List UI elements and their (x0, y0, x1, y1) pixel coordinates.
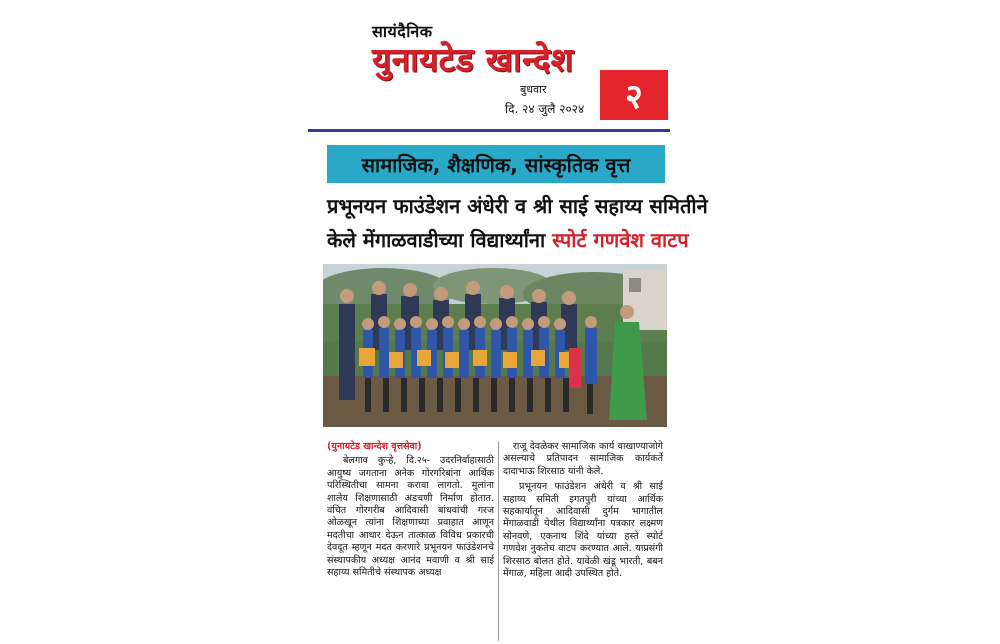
article-paragraph: प्रभूनयन फाउंडेशन अंधेरी व श्री साई सहाय्य समिती इगतपुरी यांच्या आर्थिक सहकार्यातून आदिवासी दुर्गम भागातील मेंगाळवाडी येथील विद्यार्थ्यांना पत्रकार लक्ष्मण सोनवणे, एकनाथ शिंदे यांच्या हस्ते स्पोर्ट गणवेश नुकतेच वाटप करण्यात आले. याप्रसंगी शिरसाठ बोलत होते. यावेळी खंडू भारती, बबन मेंगाळ, महिला आदी उपस्थित होते. (503, 481, 663, 580)
section-label: सामाजिक, शैक्षणिक, सांस्कृतिक वृत्त (327, 145, 665, 183)
headline-highlight: स्पोर्ट गणवेश वाटप (552, 228, 689, 252)
headline-line-2 (327, 226, 689, 253)
newspaper-tagline: सायंदैनिक (372, 22, 433, 41)
issue-day: बुधवार (520, 83, 547, 96)
column-divider (498, 441, 499, 641)
group-photo (323, 264, 667, 427)
page-number-badge: २ (600, 70, 668, 120)
article-paragraph: बेलगाव कुऱ्हे, दि.२५- उदरनिर्वाहासाठी आयुष्य जगताना अनेक गोरगरिबांना आर्थिक परिस्थितीचा सामना करावा लागतो. मुलांना शालेय शिक्षणासाठी अडचणी निर्माण होतात. वंचित गोरगरीब आदिवासी बांधवांची गरज ओळखून त्यांना शिक्षणाच्या प्रवाहात आणून मदतीचा आधार देऊन तात्काळ विविध प्रकारची देवदूत म्हणून मदत करणारे प्रभूनयन फाउंडेशनचे संस्थापकीय अध्यक्ष आनंद मवाणी व श्री साई सहाय्य समितीचे संस्थापक अध्यक्ष (327, 455, 494, 579)
issue-date: दि. २४ जुलै २०२४ (505, 102, 585, 116)
article-column-2 (503, 441, 663, 583)
masthead-divider (308, 129, 670, 132)
headline-line-2-text: केले मेंगाळवाडीच्या विद्यार्थ्यांना (327, 228, 553, 252)
article-column-1 (327, 441, 494, 582)
newspaper-masthead: युनायटेड खान्देश (372, 40, 574, 79)
news-service-credit: (युनायटेड खान्देश वृत्तसेवा) (327, 441, 422, 452)
article-paragraph: राजू देवळेकर सामाजिक कार्य वाखाण्याजोगे असल्याचे प्रतिपादन सामाजिक कार्यकर्ते दादाभाऊ शिरसाठ यांनी केले. (503, 441, 663, 477)
headline-line-1: प्रभूनयन फाउंडेशन अंधेरी व श्री साई सहाय्य समितीने (327, 194, 708, 218)
